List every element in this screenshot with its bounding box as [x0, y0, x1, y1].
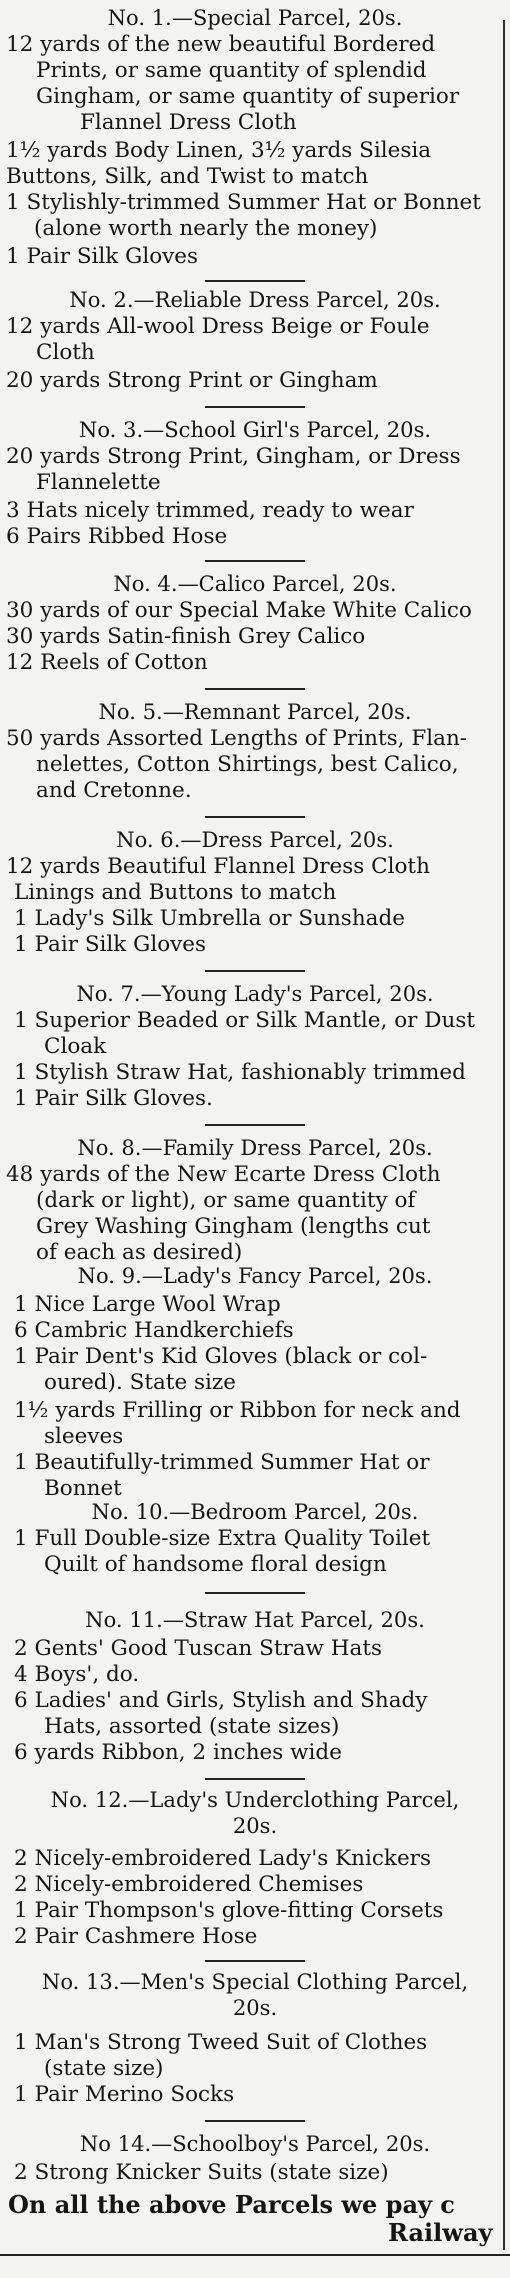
right-border-rule [503, 20, 505, 2250]
text-line: 48 yards of the New Ecarte Dress Cloth [6, 1162, 441, 1187]
text-line: Buttons, Silk, and Twist to match [6, 164, 369, 189]
parcel-12-heading: No. 12.—Lady's Underclothing Parcel, [50, 1788, 460, 1813]
text-line: Grey Washing Gingham (lengths cut [36, 1214, 431, 1239]
footer-notice: On all the above Parcels we pay c [8, 2190, 455, 2219]
parcel-13-heading-price: 20s. [232, 1996, 278, 2021]
text-line: 1 Pair Merino Socks [14, 2082, 235, 2107]
divider [205, 816, 305, 818]
text-line: oured). State size [44, 1370, 236, 1395]
divider [205, 1778, 305, 1780]
text-line: (state size) [44, 2056, 164, 2081]
text-line: 6 Cambric Handkerchiefs [14, 1318, 294, 1343]
divider [205, 970, 305, 972]
parcel-11-heading: No. 11.—Straw Hat Parcel, 20s. [85, 1608, 425, 1633]
text-line: 1½ yards Frilling or Ribbon for neck and [14, 1398, 461, 1423]
text-line: Quilt of handsome floral design [44, 1552, 387, 1577]
divider [205, 1960, 305, 1962]
text-line: 2 Pair Cashmere Hose [14, 1924, 258, 1949]
text-line: sleeves [44, 1424, 124, 1449]
parcel-10-heading: No. 10.—Bedroom Parcel, 20s. [91, 1500, 419, 1525]
text-line: 6 yards Ribbon, 2 inches wide [14, 1740, 342, 1765]
divider [205, 1592, 305, 1594]
text-line: 4 Boys', do. [14, 1662, 140, 1687]
text-line: (alone worth nearly the money) [34, 216, 378, 241]
text-line: and Cretonne. [36, 778, 192, 803]
text-line: 1½ yards Body Linen, 3½ yards Silesia [6, 138, 432, 163]
parcel-3-heading: No. 3.—School Girl's Parcel, 20s. [78, 418, 432, 443]
parcel-2-heading: No. 2.—Reliable Dress Parcel, 20s. [69, 288, 441, 313]
text-line: 1 Pair Silk Gloves [14, 932, 207, 957]
text-line: Bonnet [44, 1476, 122, 1501]
text-line: 50 yards Assorted Lengths of Prints, Flan- [6, 726, 468, 751]
text-line: Prints, or same quantity of splendid [36, 58, 427, 83]
text-line: 30 yards Satin-finish Grey Calico [6, 624, 366, 649]
text-line: 1 Nice Large Wool Wrap [14, 1292, 281, 1317]
text-line: 6 Pairs Ribbed Hose [6, 524, 228, 549]
text-line: 1 Pair Thompson's glove-fitting Corsets [14, 1898, 444, 1923]
parcel-14-heading: No 14.—Schoolboy's Parcel, 20s. [79, 2132, 431, 2157]
text-line: 12 yards All-wool Dress Beige or Foule [6, 314, 430, 339]
text-line: 1 Man's Strong Tweed Suit of Clothes [14, 2030, 428, 2055]
text-line: 1 Full Double-size Extra Quality Toilet [14, 1526, 431, 1551]
text-line: Linings and Buttons to match [14, 880, 337, 905]
divider [205, 560, 305, 562]
parcel-4-heading: No. 4.—Calico Parcel, 20s. [113, 572, 397, 597]
text-line: 1 Stylish Straw Hat, fashionably trimmed [14, 1060, 466, 1085]
text-line: 1 Pair Dent's Kid Gloves (black or col- [14, 1344, 428, 1369]
text-line: 1 Pair Silk Gloves [6, 244, 199, 269]
text-line: Hats, assorted (state sizes) [44, 1714, 340, 1739]
divider [205, 280, 305, 282]
text-line: Cloth [36, 340, 95, 365]
parcel-8-heading: No. 8.—Family Dress Parcel, 20s. [77, 1136, 433, 1161]
divider [205, 1124, 305, 1126]
text-line: (dark or light), or same quantity of [36, 1188, 416, 1213]
text-line: 2 Nicely-embroidered Lady's Knickers [14, 1846, 431, 1871]
text-line: Flannelette [36, 470, 161, 495]
text-line: 1 Stylishly-trimmed Summer Hat or Bonnet [6, 190, 481, 215]
parcel-7-heading: No. 7.—Young Lady's Parcel, 20s. [76, 982, 434, 1007]
divider [205, 688, 305, 690]
text-line: of each as desired) [36, 1240, 243, 1265]
parcel-9-heading: No. 9.—Lady's Fancy Parcel, 20s. [77, 1264, 433, 1289]
text-line: 12 Reels of Cotton [6, 650, 208, 675]
text-line: 1 Lady's Silk Umbrella or Sunshade [14, 906, 405, 931]
text-line: 1 Beautifully-trimmed Summer Hat or [14, 1450, 430, 1475]
text-line: 3 Hats nicely trimmed, ready to wear [6, 498, 414, 523]
parcel-5-heading: No. 5.—Remnant Parcel, 20s. [98, 700, 412, 725]
text-line: Flannel Dress Cloth [80, 110, 297, 135]
divider [205, 2120, 305, 2122]
text-line: 1 Superior Beaded or Silk Mantle, or Dust [14, 1008, 476, 1033]
text-line: 2 Strong Knicker Suits (state size) [14, 2160, 389, 2185]
parcel-13-heading: No. 13.—Men's Special Clothing Parcel, [41, 1970, 469, 1995]
divider [205, 406, 305, 408]
footer-notice-cont: Railway [388, 2218, 493, 2247]
text-line: Cloak [44, 1034, 107, 1059]
text-line: nelettes, Cotton Shirtings, best Calico, [36, 752, 459, 777]
text-line: 6 Ladies' and Girls, Stylish and Shady [14, 1688, 428, 1713]
parcel-12-heading-price: 20s. [232, 1814, 278, 1839]
text-line: 1 Pair Silk Gloves. [14, 1086, 213, 1111]
bottom-rule [0, 2254, 510, 2256]
parcel-1-heading: No. 1.—Special Parcel, 20s. [107, 6, 403, 31]
text-line: Gingham, or same quantity of superior [36, 84, 460, 109]
text-line: 2 Gents' Good Tuscan Straw Hats [14, 1636, 383, 1661]
text-line: 20 yards Strong Print or Gingham [6, 368, 378, 393]
parcel-6-heading: No. 6.—Dress Parcel, 20s. [116, 828, 394, 853]
text-line: 2 Nicely-embroidered Chemises [14, 1872, 364, 1897]
text-line: 20 yards Strong Print, Gingham, or Dress [6, 444, 461, 469]
text-line: 12 yards Beautiful Flannel Dress Cloth [6, 854, 430, 879]
text-line: 30 yards of our Special Make White Calico [6, 598, 472, 623]
text-line: 12 yards of the new beautiful Bordered [6, 32, 436, 57]
